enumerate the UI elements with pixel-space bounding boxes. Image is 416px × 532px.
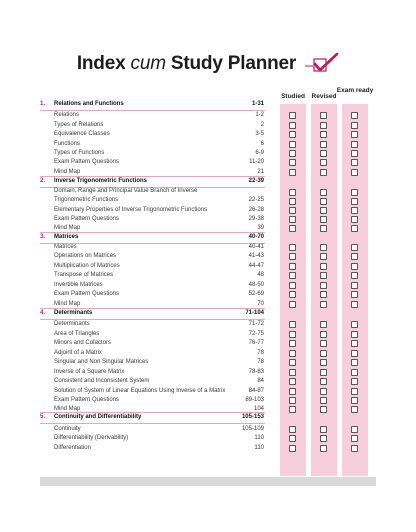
studied-checkbox[interactable] xyxy=(289,406,296,413)
revised-checkbox[interactable] xyxy=(320,435,327,442)
revised-checkbox[interactable] xyxy=(320,369,327,376)
topic-title: Continuity xyxy=(54,426,81,432)
topic-title: Transpose of Matrices xyxy=(54,272,114,278)
studied-checkbox[interactable] xyxy=(289,189,296,196)
page-range: 21 xyxy=(257,169,264,175)
section-number: 5. xyxy=(40,414,46,420)
topic-title: Elementary Properties of Inverse Trigonometric Functions xyxy=(54,207,208,213)
section-divider xyxy=(40,319,265,320)
revised-checkbox[interactable] xyxy=(320,189,327,196)
page-range: 84-87 xyxy=(248,388,264,394)
revised-checkbox[interactable] xyxy=(320,406,327,413)
topic-title: Exam Pattern Questions xyxy=(54,397,120,403)
section-divider xyxy=(40,308,265,309)
exam-ready-checkbox[interactable] xyxy=(351,291,358,298)
revised-checkbox[interactable] xyxy=(320,225,327,232)
section-number: 3. xyxy=(40,234,46,240)
exam-ready-checkbox[interactable] xyxy=(351,207,358,214)
page-range: 22-25 xyxy=(248,197,264,203)
page-title xyxy=(0,53,416,79)
studied-checkbox[interactable] xyxy=(289,359,296,366)
studied-checkbox[interactable] xyxy=(289,435,296,442)
page-range: 3-5 xyxy=(255,131,264,137)
page-range: 71-72 xyxy=(248,321,264,327)
revised-checkbox[interactable] xyxy=(320,244,327,251)
title-cum: cum xyxy=(130,53,166,74)
page-range: 89-103 xyxy=(245,397,264,403)
topic-title: Functions xyxy=(54,141,81,147)
exam-ready-checkbox[interactable] xyxy=(351,388,358,395)
exam-ready-checkbox[interactable] xyxy=(351,122,358,129)
topic-title: Equivalence Classes xyxy=(54,131,110,137)
topic-title: Types of Relations xyxy=(54,122,104,128)
topic-title: Differentiation xyxy=(54,445,91,451)
page-range: 29-38 xyxy=(248,216,264,222)
studied-checkbox[interactable] xyxy=(289,244,296,251)
revised-checkbox[interactable] xyxy=(320,359,327,366)
studied-checkbox[interactable] xyxy=(289,122,296,129)
studied-checkbox[interactable] xyxy=(289,301,296,308)
section-title: Inverse Trigonometric Functions xyxy=(54,178,148,184)
topic-title: Singular and Non Singular Matrices xyxy=(54,359,149,365)
exam-ready-checkbox[interactable] xyxy=(351,369,358,376)
studied-checkbox[interactable] xyxy=(289,369,296,376)
page-range: 110 xyxy=(254,445,264,451)
studied-checkbox[interactable] xyxy=(289,159,296,166)
studied-checkbox[interactable] xyxy=(289,253,296,260)
revised-checkbox[interactable] xyxy=(320,169,327,176)
studied-checkbox[interactable] xyxy=(289,150,296,157)
page-range: 52-69 xyxy=(248,291,264,297)
studied-checkbox[interactable] xyxy=(289,112,296,119)
column-header-studied: Studied xyxy=(281,93,305,100)
studied-checkbox[interactable] xyxy=(289,216,296,223)
exam-ready-checkbox[interactable] xyxy=(351,141,358,148)
revised-checkbox[interactable] xyxy=(320,159,327,166)
exam-ready-checkbox[interactable] xyxy=(351,216,358,223)
page-range: 2 xyxy=(260,122,264,128)
topic-title: Types of Functions xyxy=(54,150,105,156)
topic-title-continued: Trigonometric Functions xyxy=(54,197,119,203)
revised-checkbox[interactable] xyxy=(320,253,327,260)
title-index: Index xyxy=(76,53,126,74)
topic-title: Exam Pattern Questions xyxy=(54,159,120,165)
section-divider xyxy=(40,412,265,413)
exam-ready-checkbox[interactable] xyxy=(351,244,358,251)
revised-checkbox[interactable] xyxy=(320,388,327,395)
page-range: 71-104 xyxy=(245,310,264,316)
topic-title: Minors and Cofactors xyxy=(54,340,112,346)
studied-checkbox[interactable] xyxy=(289,388,296,395)
page-range: 104 xyxy=(253,406,264,412)
studied-checkbox[interactable] xyxy=(289,445,296,452)
topic-title: Exam Pattern Questions xyxy=(54,291,120,297)
page-range: 40-70 xyxy=(248,234,264,240)
topic-title: Multiplication of Matrices xyxy=(54,263,120,269)
revised-checkbox[interactable] xyxy=(320,378,327,385)
topic-title: Mind Map xyxy=(54,169,81,175)
topic-title: Mind Map xyxy=(54,225,81,231)
page-range: 26-28 xyxy=(248,207,264,213)
exam-ready-checkbox[interactable] xyxy=(351,331,358,338)
revised-checkbox[interactable] xyxy=(320,141,327,148)
revised-checkbox[interactable] xyxy=(320,445,327,452)
section-divider xyxy=(40,423,265,424)
topic-title: Area of Triangles xyxy=(54,331,100,337)
page-range: 78 xyxy=(257,350,264,356)
section-number: 1. xyxy=(40,101,46,107)
page-range: 72-75 xyxy=(248,331,264,337)
title-study-planner: Study Planner xyxy=(170,53,297,74)
revised-checkbox[interactable] xyxy=(320,331,327,338)
studied-checkbox[interactable] xyxy=(289,225,296,232)
revised-checkbox[interactable] xyxy=(320,216,327,223)
studied-checkbox[interactable] xyxy=(289,331,296,338)
page-range: 44-47 xyxy=(248,263,264,269)
topic-title: Mind Map xyxy=(54,301,81,307)
page-range: 41-43 xyxy=(248,253,264,259)
exam-ready-checkbox[interactable] xyxy=(351,131,358,138)
revised-checkbox[interactable] xyxy=(320,122,327,129)
page-range: 6-9 xyxy=(255,150,264,156)
section-divider xyxy=(40,110,265,111)
topic-title: Invertible Matrices xyxy=(54,282,103,288)
page-range: 84 xyxy=(257,378,264,384)
section-title: Determinants xyxy=(54,310,93,316)
revised-checkbox[interactable] xyxy=(320,397,327,404)
exam-ready-checkbox[interactable] xyxy=(351,263,358,270)
section-divider xyxy=(40,232,265,233)
studied-checkbox[interactable] xyxy=(289,282,296,289)
exam-ready-checkbox[interactable] xyxy=(351,321,358,328)
page-range: 76-77 xyxy=(248,340,264,346)
studied-checkbox[interactable] xyxy=(289,207,296,214)
exam-ready-checkbox[interactable] xyxy=(351,189,358,196)
topic-title: Solution of System of Linear Equations Using Inverse of a Matrix xyxy=(54,388,226,394)
studied-checkbox[interactable] xyxy=(289,291,296,298)
topic-title: Mind Map xyxy=(54,406,81,412)
revised-checkbox[interactable] xyxy=(320,426,327,433)
exam-ready-checkbox[interactable] xyxy=(351,198,358,205)
revised-checkbox[interactable] xyxy=(320,198,327,205)
revised-checkbox[interactable] xyxy=(320,301,327,308)
exam-ready-checkbox[interactable] xyxy=(351,169,358,176)
studied-checkbox[interactable] xyxy=(289,131,296,138)
revised-checkbox[interactable] xyxy=(320,350,327,357)
page-range: 78-83 xyxy=(248,369,264,375)
section-divider xyxy=(40,176,265,177)
revised-checkbox[interactable] xyxy=(320,112,327,119)
topic-title: Exam Pattern Questions xyxy=(54,216,120,222)
topic-title: Differentiability (Derivability) xyxy=(54,435,129,441)
topic-title: Consistent and Inconsistent System xyxy=(54,378,150,384)
topic-title: Inverse of a Square Matrix xyxy=(54,369,125,375)
exam-ready-checkbox[interactable] xyxy=(351,282,358,289)
revised-checkbox[interactable] xyxy=(320,131,327,138)
section-title: Relations and Functions xyxy=(54,101,124,107)
studied-checkbox[interactable] xyxy=(289,169,296,176)
revised-checkbox[interactable] xyxy=(320,207,327,214)
studied-checkbox[interactable] xyxy=(289,350,296,357)
revised-checkbox[interactable] xyxy=(320,150,327,157)
exam-ready-checkbox[interactable] xyxy=(351,359,358,366)
page-range: 6 xyxy=(260,141,264,147)
topic-title: Operations on Matrices xyxy=(54,253,117,259)
revised-checkbox[interactable] xyxy=(320,282,327,289)
topic-title: Adjoint of a Matrix xyxy=(54,350,103,356)
exam-ready-checkbox[interactable] xyxy=(351,378,358,385)
studied-checkbox[interactable] xyxy=(289,263,296,270)
studied-checkbox[interactable] xyxy=(289,397,296,404)
exam-ready-checkbox[interactable] xyxy=(351,406,358,413)
exam-ready-checkbox[interactable] xyxy=(351,301,358,308)
page-range: 110 xyxy=(254,435,264,441)
exam-ready-checkbox[interactable] xyxy=(351,435,358,442)
revised-checkbox[interactable] xyxy=(320,263,327,270)
revised-checkbox[interactable] xyxy=(320,321,327,328)
studied-checkbox[interactable] xyxy=(289,321,296,328)
exam-ready-checkbox[interactable] xyxy=(351,112,358,119)
studied-checkbox[interactable] xyxy=(289,272,296,279)
page-range: 105-109 xyxy=(241,426,264,432)
topic-title: Matrices xyxy=(54,244,77,250)
exam-ready-checkbox[interactable] xyxy=(351,397,358,404)
section-number: 2. xyxy=(40,178,46,184)
page-range: 1-31 xyxy=(251,101,264,107)
exam-ready-checkbox[interactable] xyxy=(351,225,358,232)
revised-checkbox[interactable] xyxy=(320,291,327,298)
column-header-revised: Revised xyxy=(311,93,337,100)
studied-checkbox[interactable] xyxy=(289,378,296,385)
studied-checkbox[interactable] xyxy=(289,426,296,433)
topic-title: Determinants xyxy=(54,321,90,327)
footer-bar xyxy=(40,477,376,486)
exam-ready-checkbox[interactable] xyxy=(351,159,358,166)
exam-ready-checkbox[interactable] xyxy=(351,445,358,452)
checkmark-icon xyxy=(305,53,339,79)
page-range: 11-20 xyxy=(249,159,264,165)
exam-ready-checkbox[interactable] xyxy=(351,150,358,157)
studied-checkbox[interactable] xyxy=(289,141,296,148)
exam-ready-checkbox[interactable] xyxy=(351,426,358,433)
studied-checkbox[interactable] xyxy=(289,198,296,205)
page-range: 39 xyxy=(257,225,264,231)
section-number: 4. xyxy=(40,310,46,316)
page-range: 22-39 xyxy=(248,178,264,184)
page-range: 48 xyxy=(257,272,264,278)
studied-checkbox[interactable] xyxy=(289,340,296,347)
exam-ready-checkbox[interactable] xyxy=(351,340,358,347)
section-title: Matrices xyxy=(54,234,79,240)
section-title: Continuity and Differentiability xyxy=(54,414,142,420)
revised-checkbox[interactable] xyxy=(320,272,327,279)
page-range: 70 xyxy=(257,301,264,307)
page-range: 105-153 xyxy=(241,414,264,420)
page-range: 78 xyxy=(257,359,264,365)
page-range: 48-50 xyxy=(248,282,264,288)
exam-ready-checkbox[interactable] xyxy=(351,350,358,357)
exam-ready-checkbox[interactable] xyxy=(351,272,358,279)
topic-title: Relations xyxy=(54,112,80,118)
topic-title: Domain, Range and Principal Value Branch of Inverse xyxy=(54,188,198,194)
page-range: 1-2 xyxy=(255,112,264,118)
exam-ready-checkbox[interactable] xyxy=(351,253,358,260)
column-header-exam-ready: Exam ready xyxy=(336,87,374,94)
page-range: 40-41 xyxy=(248,244,264,250)
revised-checkbox[interactable] xyxy=(320,340,327,347)
